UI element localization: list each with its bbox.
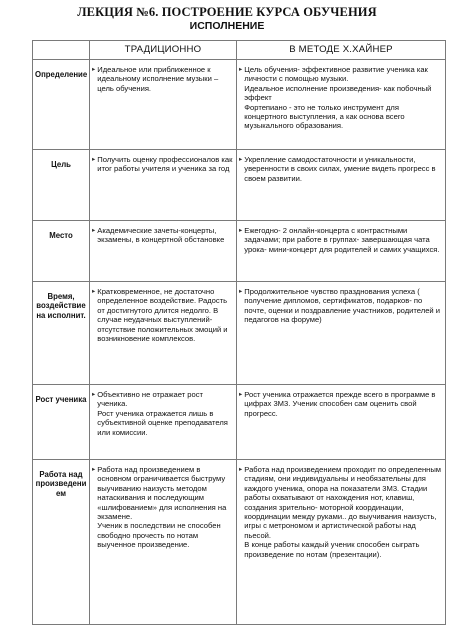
small-triangle-arrow-icon: ▸ [239,156,243,163]
small-triangle-arrow-icon: ▸ [92,288,96,295]
traditional-cell: ▸ Работа над произведением в основном ограничивается быструму выучиванию наизусть методом натаскивания и последующим «шлифованием» для исполнения на экзамене. Ученик в последствии не способен свободно прочесть по нотам выученное произведение. [90,460,237,625]
heiner-cell: ▸ Работа над произведением проходит по определенным стадиям, они индивидуальны и необязательны для каждого ученика, опора на показатели 3М3. Стадии работы охватывают от нахождения нот, клавиш, создания зрительно- моторной координации, координации между руками.. до выучивания наизусть, игры с метрономом и артистической работы над пьесой. В конце работы каждый ученик способен сыграть произведение по нотам (презентации). [237,460,446,625]
traditional-cell: ▸ Академические зачеты-концерты, экзамены, в концертной обстановке [90,221,237,282]
column-header-heiner: В МЕТОДЕ Х.ХАЙНЕР [237,41,446,60]
heiner-cell: ▸ Рост ученика отражается прежде всего в программе в цифрах 3М3. Ученик способен сам оценить свой прогресс. [237,385,446,460]
traditional-cell: ▸ Получить оценку профессионалов как итог работы учителя и ученика за год [90,150,237,221]
small-triangle-arrow-icon: ▸ [239,227,243,234]
heiner-cell: ▸ Ежегодно- 2 онлайн-концерта с контрастными задачами; при работе в группах- завершающая чата урока- мини-концерт для родителей и самих учащихся. [237,221,446,282]
small-triangle-arrow-icon: ▸ [92,156,96,163]
row-label: Цель [33,150,90,221]
heiner-cell: ▸ Цель обучения- эффективное развитие ученика как личности с помощью музыки. Идеальное исполнение произведения- как побочный эффект Фортепиано - это не только инструмент для концертного выступления, а как основа всего музыкального образования. [237,60,446,150]
heiner-cell: ▸ Укрепление самодостаточности и уникальности, уверенности в своих силах, умение видеть прогресс в своем развитии. [237,150,446,221]
small-triangle-arrow-icon: ▸ [239,66,243,73]
small-triangle-arrow-icon: ▸ [92,466,96,473]
page-subtitle: ИСПОЛНЕНИЕ [189,20,265,32]
small-triangle-arrow-icon: ▸ [239,391,243,398]
table-row [33,460,446,625]
table-row [33,60,446,150]
small-triangle-arrow-icon: ▸ [92,391,96,398]
column-header-traditional: ТРАДИЦИОННО [90,41,237,60]
row-label: Работа над произведени ем [33,460,90,625]
page-title: ЛЕКЦИЯ №6. ПОСТРОЕНИЕ КУРСА ОБУЧЕНИЯ [77,5,377,19]
table-row [33,385,446,460]
small-triangle-arrow-icon: ▸ [239,288,243,295]
table-row [33,150,446,221]
comparison-table [32,40,446,625]
small-triangle-arrow-icon: ▸ [92,66,96,73]
table-row [33,282,446,385]
header-empty-cell [33,41,90,60]
table-header-row [33,41,446,60]
traditional-cell: ▸ Объективно не отражает рост ученика. Рост ученика отражается лишь в субъективной оценке преподавателя или комиссии. [90,385,237,460]
row-label: Определение [33,60,90,150]
row-label: Время, воздействие на исполнит. [33,282,90,385]
row-label: Место [33,221,90,282]
row-label: Рост ученика [33,385,90,460]
heiner-cell: ▸ Продолжительное чувство празднования успеха ( получение дипломов, сертификатов, подарков- по почте, оценки и поздравление участников, родителей и педагогов на форуме) [237,282,446,385]
small-triangle-arrow-icon: ▸ [239,466,243,473]
table-row [33,221,446,282]
small-triangle-arrow-icon: ▸ [92,227,96,234]
traditional-cell: ▸ Кратковременное, не достаточно определенное воздействие. Радость от достигнутого длится недолго. В случае неудачных выступлений- отсутствие положительных эмоций и возникновение комплексов. [90,282,237,385]
traditional-cell: ▸ Идеальное или приближенное к идеальному исполнение музыки – цель обучения. [90,60,237,150]
